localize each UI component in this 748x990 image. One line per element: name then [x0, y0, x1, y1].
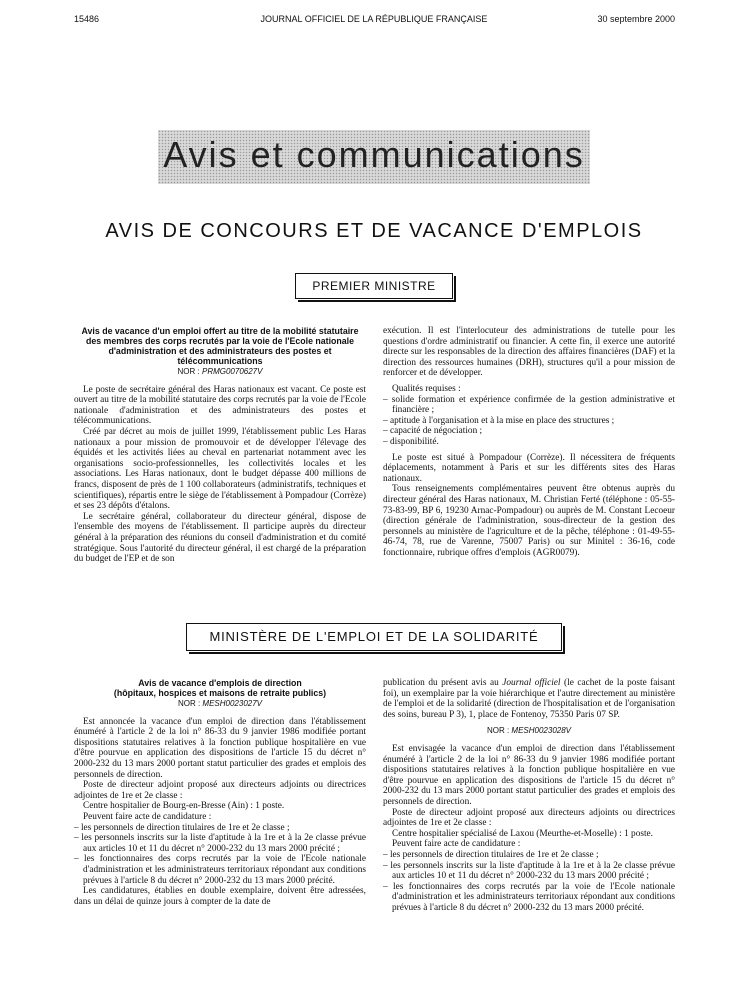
- list-item: – les personnels de direction titulaires de 1re et 2e classe ;: [383, 849, 599, 860]
- paragraph: Est envisagée la vacance d'un emploi de direction dans l'établissement énuméré à l'article 2 de la loi n° 86-33 du 9 janvier 1986 modifiée portant dispositions statutaires relatives à la fonction publique hospitalière en vue d'être pourvue en application des dispositions de l'article 15 du décret n° 2000-232 du 13 mars 2000 portant statut particulier des grades et emplois des personnels de direction.: [383, 743, 675, 807]
- notice-1-right-column: [383, 326, 675, 558]
- ministry-box-premier-ministre: [295, 273, 453, 299]
- journal-title: JOURNAL OFFICIEL DE LA RÉPUBLIQUE FRANÇAISE: [260, 14, 488, 24]
- list-item: – les fonctionnaires des corps recrutés par la voie de l'Ecole nationale d'administration et les administrateurs territoriaux répondant aux conditions prévues à l'article 8 du décret n° 2000-232 du 13 mars 2000 précité.: [383, 881, 675, 913]
- notice-title: Avis de vacance d'emplois de direction: [138, 678, 302, 688]
- paragraph: publication du présent avis au Journal officiel (le cachet de la poste faisant foi), un exemplaire par la voie hiérarchique et l'autre directement au ministère de l'emploi et de la solidarité (direction de l'hospitalisation et de l'organisation des soins, bureau P 3), 1, place de Fontenoy, 75350 Paris 07 SP.: [383, 678, 675, 720]
- ministry-label: PREMIER MINISTRE: [312, 279, 436, 293]
- nor-reference: NOR : MESH0023027V: [177, 699, 263, 708]
- paragraph: Peuvent faire acte de candidature :: [392, 839, 521, 850]
- paragraph: Est annoncée la vacance d'un emploi de direction dans l'établissement énuméré à l'article 2 de la loi n° 86-33 du 9 janvier 1986 modifiée portant dispositions statutaires relatives à la fonction publique hospitalière en vue d'être pourvue en application des dispositions de l'article 15 du décret n° 2000-232 du 13 mars 2000 portant statut particulier des grades et emplois des personnels de direction.: [74, 716, 366, 780]
- band-title: Avis et communications: [163, 134, 585, 175]
- section-title: AVIS DE CONCOURS ET DE VACANCE D'EMPLOIS: [105, 220, 643, 242]
- paragraph: exécution. Il est l'interlocuteur des administrations de tutelle pour les questions d'ordre administratif ou financier. A cette fin, il exerce une autorité directe sur les responsables de la direction des affaires financières (DAF) et la direction des ressources humaines (DRH), structures qu'il a pour mission de renforcer et de développer.: [383, 326, 675, 379]
- list-item: – les personnels inscrits sur la liste d'aptitude à la 1re et à la 2e classe prévue aux articles 10 et 11 du décret n° 2000-232 du 13 mars 2000 précité ;: [74, 833, 366, 854]
- paragraph: Créé par décret au mois de juillet 1999, l'établissement public Les Haras nationaux a pour mission de promouvoir et de développer l'élevage des équidés et les activités liées au cheval en partenariat notamment avec les organisations socio-professionnelles, les collectivités locales et les associations. Les Haras nationaux, dont le budget dépasse 400 millions de francs, disposent de près de 1 100 collaborateurs (administratifs, techniques et scientifiques), répartis entre le siège de l'établissement à Pompadour (Corrèze) et ses 23 dépôts d'étalons.: [74, 426, 366, 512]
- list-item: – les personnels de direction titulaires de 1re et 2e classe ;: [74, 822, 290, 833]
- publication-date: 30 septembre 2000: [597, 14, 675, 24]
- ministry-label: MINISTÈRE DE L'EMPLOI ET DE LA SOLIDARITÉ: [209, 629, 539, 644]
- notice-subtitle: (hôpitaux, hospices et maisons de retraite publics): [113, 688, 327, 698]
- paragraph: Tous renseignements complémentaires peuvent être obtenus auprès du directeur général des Haras nationaux, M. Christian Ferté (téléphone : 05-55-73-83-99, BP 6, 19230 Arnac-Pompadour) ou auprès de M. Constant Lecoeur (direction générale de l'administration, sous-directeur de la gestion des personnels au ministère de l'agriculture et de la pêche, téléphone : 01-49-55-46-74, 78, rue de Varenne, 75007 Paris) ou sur Minitel : 36-16, code fonctionnaire, rubrique offres d'emplois (AGR0079).: [383, 484, 675, 558]
- paragraph: Poste de directeur adjoint proposé aux directeurs adjoints ou directrices adjointes de 1re et 2e classe :: [383, 807, 675, 829]
- paragraph: Le poste de secrétaire général des Haras nationaux est vacant. Ce poste est ouvert au titre de la mobilité statutaire des corps recrutés par la voie de l'Ecole nationale d'administration et des administrateurs des postes et télécommunications.: [74, 384, 366, 427]
- notice-2-right-column: [383, 678, 675, 913]
- list-item: – les personnels inscrits sur la liste d'aptitude à la 1re et à la 2e classe prévue aux articles 10 et 11 du décret n° 2000-232 du 13 mars 2000 précité ;: [383, 860, 675, 882]
- notice-1-left-column: [74, 326, 366, 565]
- page-number: 15486: [74, 14, 100, 24]
- list-item: – disponibilité.: [383, 436, 439, 447]
- paragraph: Centre hospitalier de Bourg-en-Bresse (Ain) : 1 poste.: [83, 801, 285, 812]
- paragraph: Qualités requises :: [392, 383, 461, 394]
- ministry-box-emploi-solidarite: [186, 623, 562, 651]
- notice-title: Avis de vacance d'un emploi offert au titre de la mobilité statutaire des membres des corps recrutés par la voie de l'Ecole nationale d'administration et des administrateurs des postes et télécommunications: [81, 326, 359, 366]
- paragraph: Les candidatures, établies en double exemplaire, doivent être adressées, dans un délai de quinze jours à compter de la date de: [74, 886, 366, 907]
- nor-reference: NOR : MESH0023028V: [486, 726, 572, 736]
- paragraph: Peuvent faire acte de candidature :: [83, 811, 212, 822]
- list-item: – solide formation et expérience confirmée de la gestion administrative et financière ;: [383, 394, 675, 416]
- notice-2-left-column: [74, 678, 366, 907]
- list-item: – les fonctionnaires des corps recrutés par la voie de l'Ecole nationale d'administration et les administrateurs territoriaux répondant aux conditions prévues à l'article 8 du décret n° 2000-232 du 13 mars 2000 précité.: [74, 854, 366, 886]
- paragraph: Le poste est situé à Pompadour (Corrèze). Il nécessitera de fréquents déplacements, notamment à Paris et sur les différents sites des Haras nationaux.: [383, 452, 675, 484]
- nor-reference: NOR : PRMG0070627V: [177, 367, 263, 376]
- paragraph: Centre hospitalier spécialisé de Laxou (Meurthe-et-Moselle) : 1 poste.: [392, 828, 654, 839]
- paragraph: Poste de directeur adjoint proposé aux directeurs adjoints ou directrices adjointes de 1re et 2e classe :: [74, 780, 366, 801]
- paragraph: Le secrétaire général, collaborateur du directeur général, dispose de l'ensemble des moyens de l'établissement. Il participe auprès du directeur général à la préparation des réunions du conseil d'administration et du comité stratégique. Sous l'autorité du directeur général, il est chargé de la préparation du budget de l'EP et de son: [74, 511, 366, 565]
- list-item: – capacité de négociation ;: [383, 426, 483, 437]
- page-header: [0, 14, 748, 28]
- list-item: – aptitude à l'organisation et à la mise en place des structures ;: [383, 415, 615, 426]
